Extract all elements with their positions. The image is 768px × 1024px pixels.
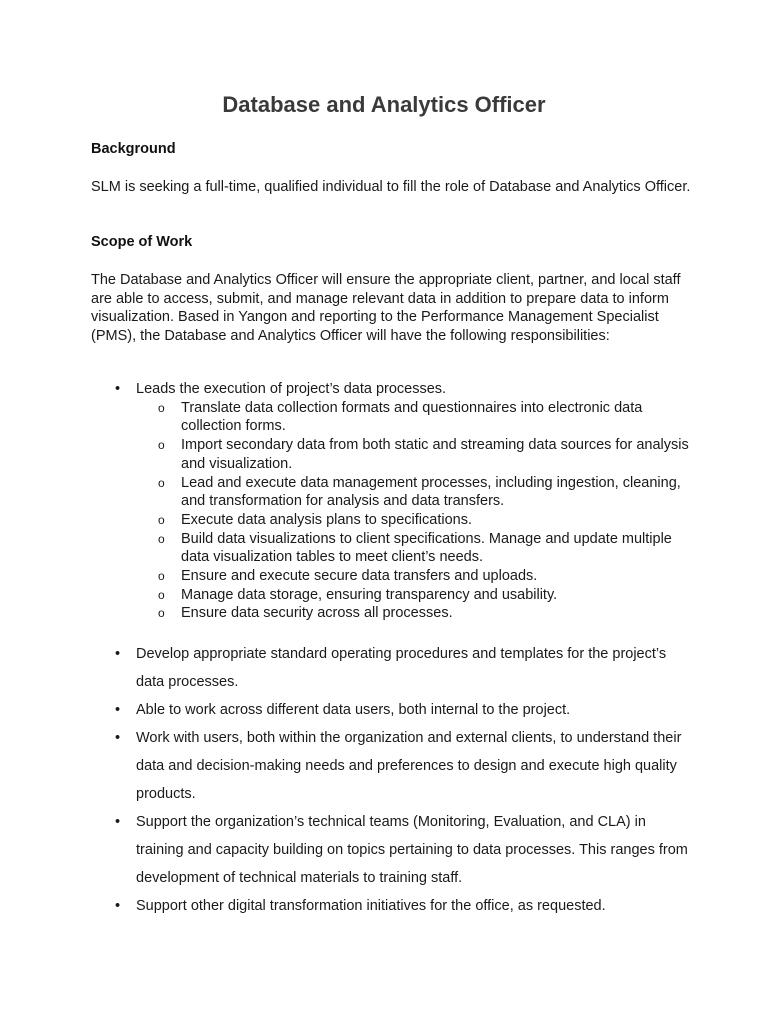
sub-list-item	[136, 474, 691, 511]
secondary-responsibilities-list	[91, 640, 691, 920]
sub-list-item	[136, 530, 691, 567]
scope-paragraph: The Database and Analytics Officer will ensure the appropriate client, partner, and local staff are able to access, submit, and manage relevant data in addition to prepare data to inform visualization. Based in Yangon and reporting to the Performance Management Specialist (PMS), the Database and Analytics Officer will have the following responsibilities:	[91, 272, 681, 345]
sub-list-item	[136, 567, 691, 586]
list-item	[91, 380, 691, 623]
sub-list	[136, 399, 691, 623]
sub-list-item	[136, 511, 691, 530]
bullet-icon: •	[115, 381, 121, 397]
bullet-icon: •	[115, 646, 121, 662]
page-title: Database and Analytics Officer	[222, 92, 546, 117]
sub-list-item-text: Ensure data security across all processes.	[181, 605, 453, 622]
circle-bullet-icon: o	[158, 606, 165, 621]
sub-list-item-text: Ensure and execute secure data transfers and uploads.	[181, 568, 538, 585]
sub-list-item-text: Lead and execute data management processes, including ingestion, cleaning, and transformation for analysis and data transfers.	[181, 474, 681, 510]
sub-list-item-text: Build data visualizations to client specifications. Manage and update multiple data visualization tables to meet client’s needs.	[181, 530, 672, 566]
list-item	[91, 640, 691, 696]
scope-heading: Scope of Work	[91, 234, 193, 250]
background-heading: Background	[91, 141, 176, 157]
bullet-icon: •	[115, 702, 121, 718]
circle-bullet-icon: o	[158, 587, 165, 602]
list-item-text: Leads the execution of project’s data processes.	[136, 381, 447, 397]
sub-list-item-text: Import secondary data from both static and streaming data sources for analysis and visualization.	[181, 437, 689, 472]
sub-list-item	[136, 604, 691, 623]
circle-bullet-icon: o	[158, 438, 165, 453]
list-item-text: Support other digital transformation initiatives for the office, as requested.	[136, 898, 606, 914]
sub-list-item-text: Manage data storage, ensuring transparency and usability.	[181, 586, 558, 603]
circle-bullet-icon: o	[158, 569, 165, 584]
list-item-text: Develop appropriate standard operating procedures and templates for the project’s data processes.	[136, 646, 667, 690]
list-item	[91, 696, 691, 724]
sub-list-item	[136, 436, 691, 473]
circle-bullet-icon: o	[158, 512, 165, 527]
sub-list-item-text: Translate data collection formats and questionnaires into electronic data collection forms.	[181, 399, 643, 435]
sub-list-item	[136, 586, 691, 605]
circle-bullet-icon: o	[158, 475, 165, 490]
bullet-icon: •	[115, 730, 121, 746]
primary-responsibilities-list	[91, 380, 691, 623]
circle-bullet-icon: o	[158, 531, 165, 546]
sub-list-item-text: Execute data analysis plans to specifications.	[181, 511, 472, 528]
list-item	[91, 808, 691, 892]
list-item	[91, 892, 691, 920]
list-item-text: Work with users, both within the organization and external clients, to understand their data and decision-making needs and preferences to design and execute high quality products.	[136, 730, 682, 802]
list-item-text: Support the organization’s technical teams (Monitoring, Evaluation, and CLA) in training and capacity building on topics pertaining to data processes. This ranges from development of technical materials to training staff.	[136, 814, 688, 886]
list-item-text: Able to work across different data users, both internal to the project.	[136, 702, 571, 718]
bullet-icon: •	[115, 898, 121, 914]
bullet-icon: •	[115, 814, 121, 830]
sub-list-item	[136, 399, 691, 436]
list-item	[91, 724, 691, 808]
circle-bullet-icon: o	[158, 400, 165, 415]
background-paragraph: SLM is seeking a full-time, qualified individual to fill the role of Database and Analytics Officer.	[91, 179, 691, 195]
